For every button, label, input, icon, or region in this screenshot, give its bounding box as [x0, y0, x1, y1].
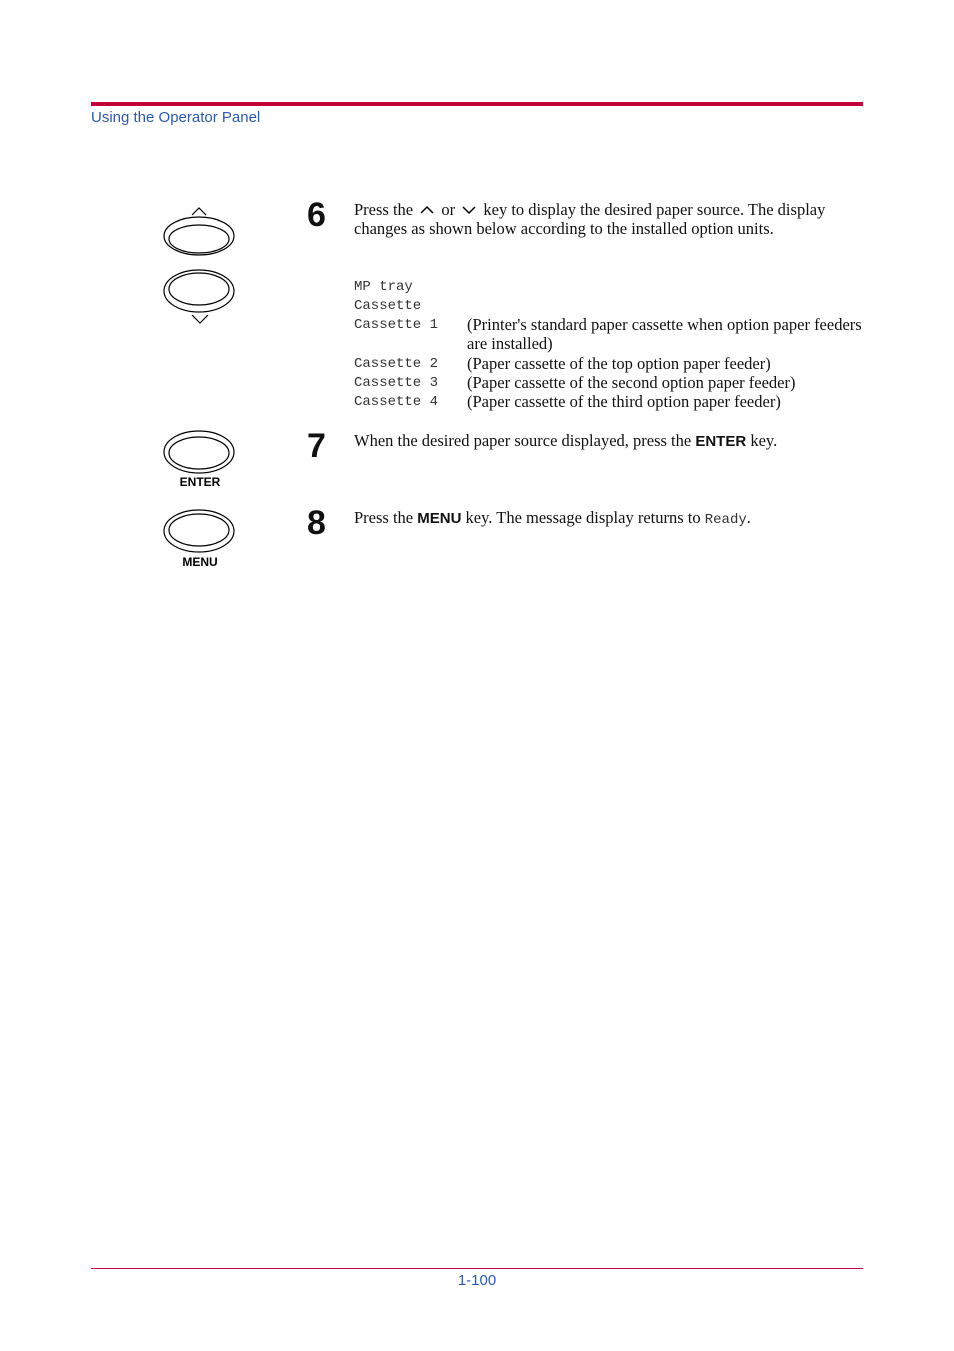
menu-key-name: MENU: [417, 510, 462, 527]
step-8-text-part-3: .: [746, 508, 751, 527]
page-number: 1-100: [457, 1272, 497, 1289]
source-code-cassette-1: Cassette 1: [354, 317, 439, 333]
step-8-number: 8: [307, 504, 326, 542]
enter-key-label: ENTER: [179, 475, 221, 489]
up-key-icon: [164, 217, 234, 255]
enter-key-icon: [160, 428, 240, 478]
step-8-text: [354, 508, 864, 530]
header-rule: [91, 102, 863, 106]
source-code-cassette-3: Cassette 3: [354, 375, 439, 391]
source-desc-cassette-3: (Paper cassette of the second option paper feeder): [467, 373, 796, 392]
page-header-title: Using the Operator Panel: [91, 109, 261, 126]
source-desc-cassette-2: (Paper cassette of the top option paper feeder): [467, 354, 771, 373]
step-8-text-part-1: Press the: [354, 508, 418, 527]
step-8-text-part-2: key. The message display returns to: [461, 508, 705, 527]
step-7-number: 7: [307, 427, 326, 465]
source-code-mp-tray: MP tray: [354, 279, 413, 295]
footer-rule: [91, 1268, 863, 1269]
source-desc-cassette-4: (Paper cassette of the third option paper feeder): [467, 392, 781, 411]
down-arrow-icon: [460, 204, 478, 216]
source-code-cassette: Cassette: [354, 298, 422, 314]
up-down-keys-illustration: [160, 204, 240, 328]
up-arrow-icon: [192, 208, 206, 215]
source-code-cassette-2: Cassette 2: [354, 356, 439, 372]
step-6-text-part-3: key to display the desired paper source. The display changes as shown below according to the installed option units.: [354, 200, 826, 238]
step-6-number: 6: [307, 196, 326, 234]
enter-key-name: ENTER: [695, 433, 747, 450]
step-7-text-part-2: key.: [746, 431, 778, 450]
menu-key-label: MENU: [182, 555, 218, 569]
step-6-text-part-1: Press the: [354, 200, 418, 219]
step-6-text-part-2: or: [437, 200, 460, 219]
ready-message-code: Ready: [704, 512, 747, 528]
down-arrow-icon: [192, 315, 208, 323]
step-7-text-part-1: When the desired paper source displayed, press the: [354, 431, 696, 450]
down-key-icon: [164, 270, 234, 312]
menu-key-icon: [160, 507, 240, 557]
step-7-text: [354, 431, 864, 451]
step-6-text: [354, 200, 864, 238]
up-arrow-icon: [418, 204, 436, 216]
source-desc-cassette-1: (Printer's standard paper cassette when option paper feeders are installed): [467, 315, 862, 353]
source-code-cassette-4: Cassette 4: [354, 394, 439, 410]
